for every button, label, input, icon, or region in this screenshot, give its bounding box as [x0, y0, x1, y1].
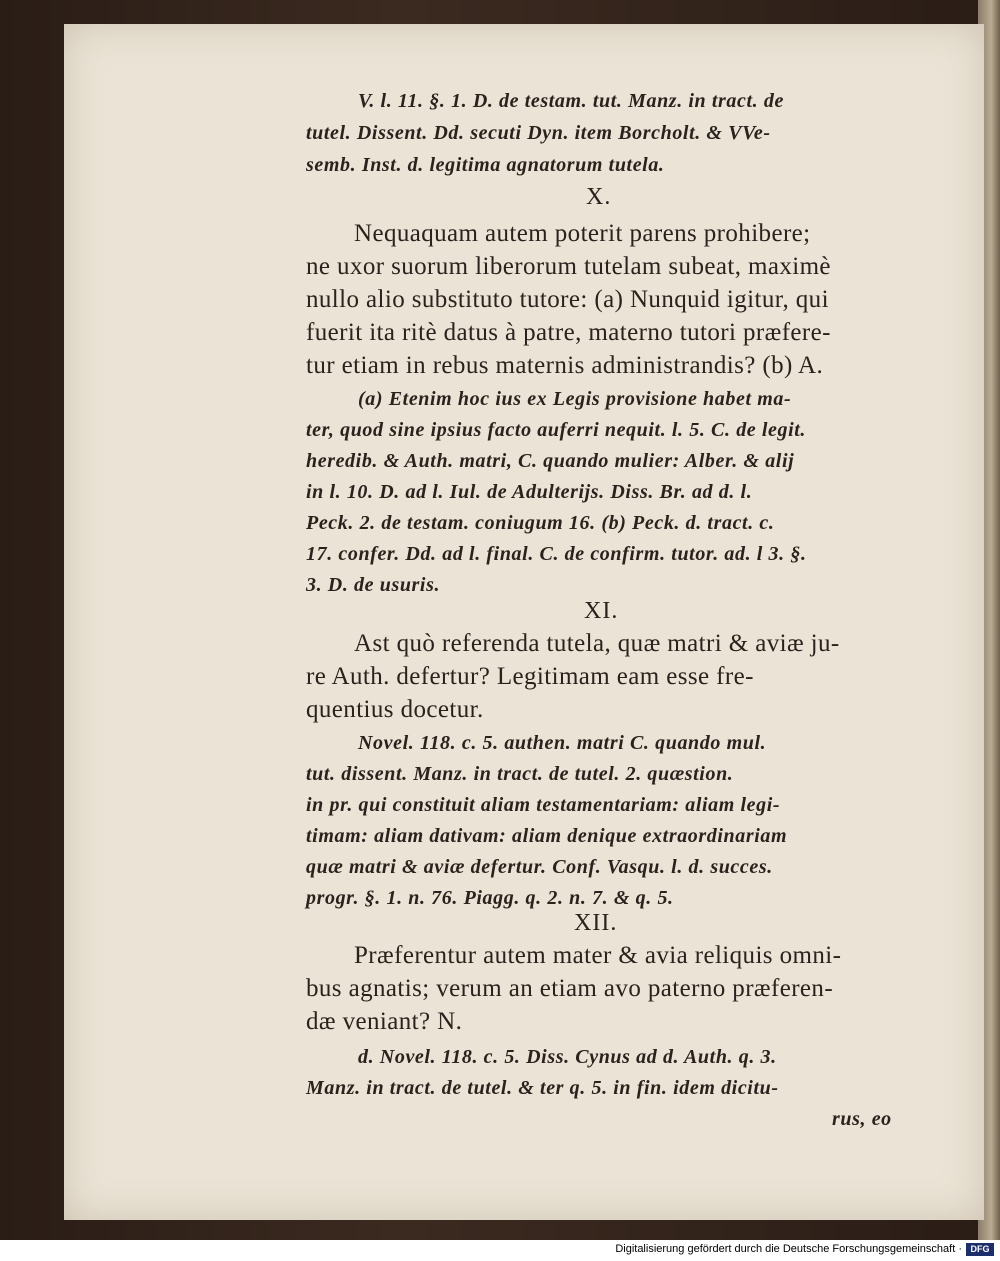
footnote-line: 3. D. de usuris.: [306, 574, 441, 596]
digitization-credit: Digitalisierung gefördert durch die Deutsche Forschungsgemeinschaft ·: [615, 1243, 962, 1255]
footnote-line: (a) Etenim hoc ius ex Legis provisione habet ma-: [358, 388, 792, 410]
citation-line: Novel. 118. c. 5. authen. matri C. quando mul.: [358, 732, 767, 754]
citation-line: in pr. qui constituit aliam testamentariam: aliam legi-: [306, 794, 781, 816]
text-line: semb. Inst. d. legitima agnatorum tutela.: [306, 154, 665, 176]
citation-line: progr. §. 1. n. 76. Piagg. q. 2. n. 7. & q. 5.: [306, 887, 674, 909]
footnote-line: ter, quod sine ipsius facto auferri nequit. l. 5. C. de legit.: [306, 419, 807, 441]
text-line: Præferentur autem mater & avia reliquis omni-: [354, 942, 842, 969]
citation-line: d. Novel. 118. c. 5. Diss. Cynus ad d. Auth. q. 3.: [358, 1046, 777, 1068]
page-text-block: [64, 24, 984, 1220]
text-line: ne uxor suorum liberorum tutelam subeat, maximè: [306, 253, 831, 280]
text-line: nullo alio substituto tutore: (a) Nunquid igitur, qui: [306, 286, 829, 313]
text-line: tutel. Dissent. Dd. secuti Dyn. item Borcholt. & VVe-: [306, 122, 771, 144]
text-line: dæ veniant? N.: [306, 1008, 463, 1035]
citation-line: Manz. in tract. de tutel. & ter q. 5. in fin. idem dicitu-: [306, 1077, 779, 1099]
footnote-line: 17. confer. Dd. ad l. final. C. de confirm. tutor. ad. l 3. §.: [306, 543, 807, 565]
dfg-logo-icon: DFG: [966, 1243, 994, 1256]
text-line: tur etiam in rebus maternis administrandis? (b) A.: [306, 352, 824, 379]
footnote-line: in l. 10. D. ad l. Iul. de Adulterijs. Diss. Br. ad d. l.: [306, 481, 753, 503]
footnote-line: heredib. & Auth. matri, C. quando mulier: Alber. & alij: [306, 450, 795, 472]
section-heading: XII.: [574, 910, 618, 936]
text-line: Nequaquam autem poterit parens prohibere;: [354, 220, 811, 247]
footer-bar: [0, 1240, 1000, 1261]
section-heading: X.: [586, 184, 612, 210]
text-line: quentius docetur.: [306, 696, 484, 723]
text-line: Ast quò referenda tutela, quæ matri & aviæ ju-: [354, 630, 840, 657]
section-heading: XI.: [584, 598, 619, 624]
footnote-line: Peck. 2. de testam. coniugum 16. (b) Peck. d. tract. c.: [306, 512, 775, 534]
catchword: rus, eo: [832, 1108, 892, 1130]
text-line: bus agnatis; verum an etiam avo paterno præferen-: [306, 975, 834, 1002]
citation-line: timam: aliam dativam: aliam denique extraordinariam: [306, 825, 788, 847]
citation-line: quæ matri & aviæ defertur. Conf. Vasqu. l. d. succes.: [306, 856, 773, 878]
citation-line: tut. dissent. Manz. in tract. de tutel. 2. quæstion.: [306, 763, 734, 785]
text-line: fuerit ita ritè datus à patre, materno tutori præfere-: [306, 319, 831, 346]
text-line: re Auth. defertur? Legitimam eam esse fre-: [306, 663, 754, 690]
text-line: V. l. 11. §. 1. D. de testam. tut. Manz. in tract. de: [358, 90, 784, 112]
